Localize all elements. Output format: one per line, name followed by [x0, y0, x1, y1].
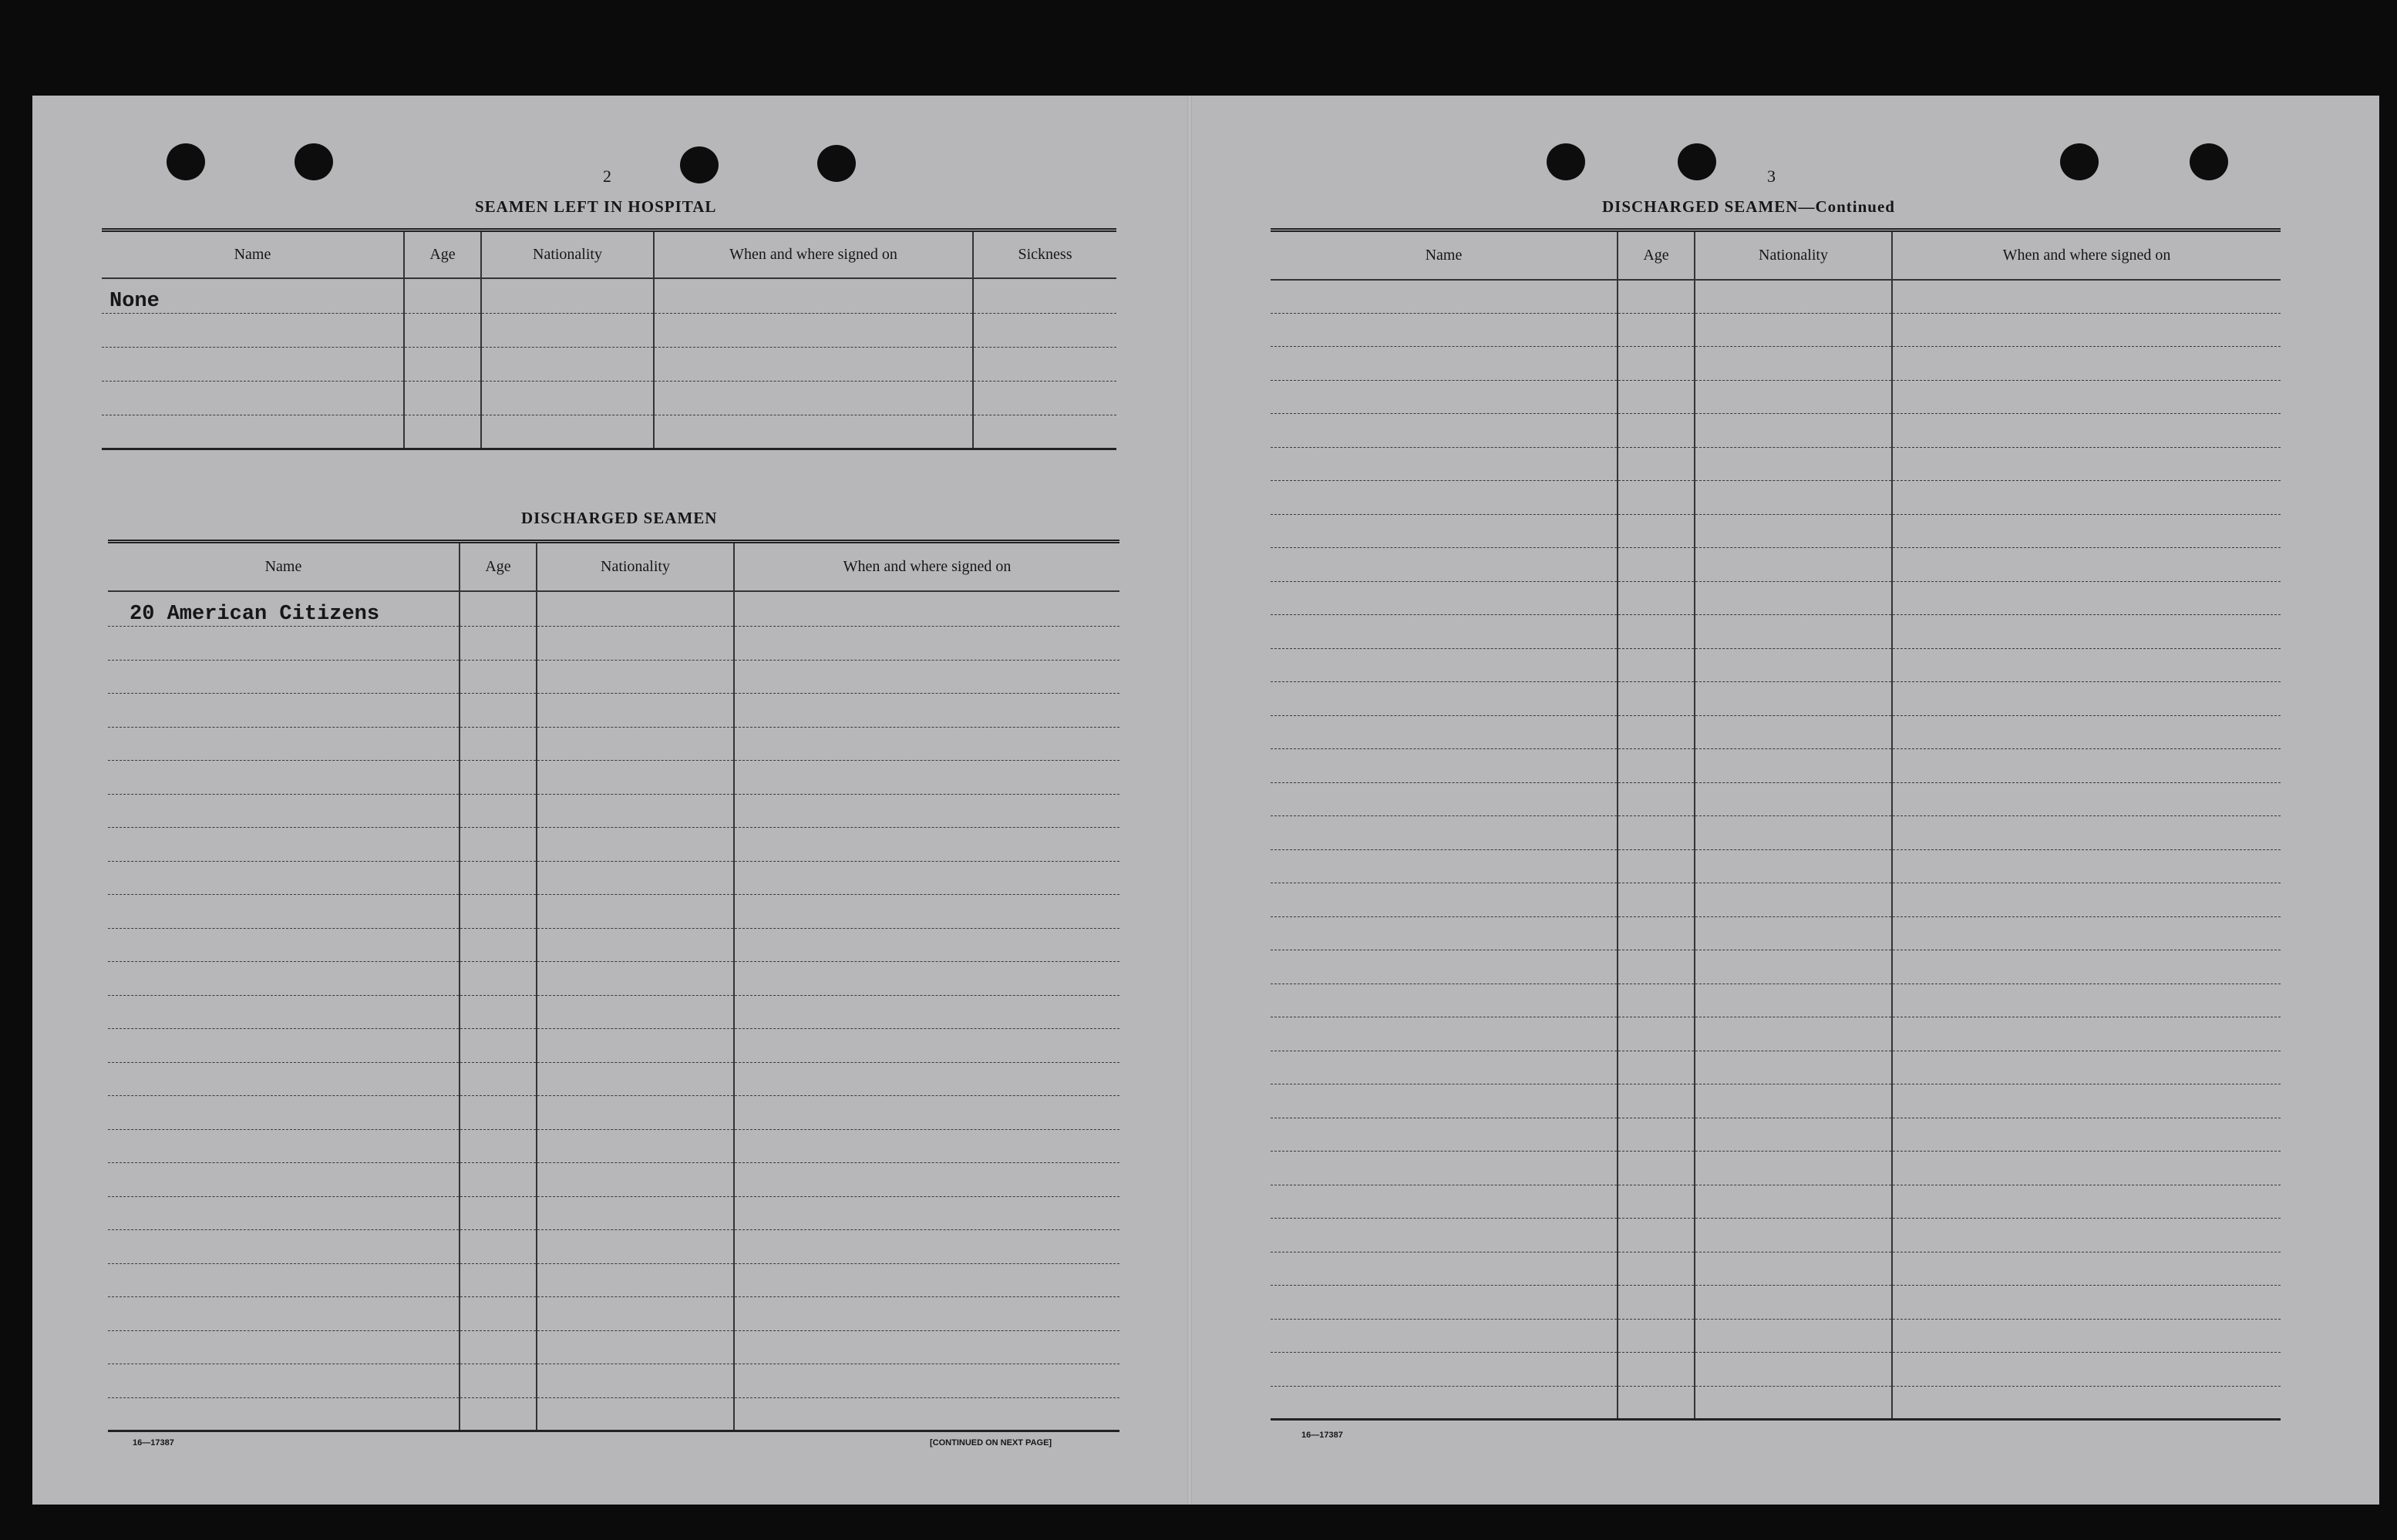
table-row [108, 1230, 1119, 1264]
hospital-table-header [102, 230, 1116, 278]
table-row [108, 828, 1119, 862]
punch-hole [2190, 143, 2228, 180]
column-header-nationality: Nationality [481, 230, 654, 278]
table-row [108, 1397, 1119, 1431]
table-row [108, 895, 1119, 929]
table-row [1271, 849, 2281, 883]
table-row [1271, 1286, 2281, 1320]
hospital-entry-text: None [102, 278, 404, 314]
table-row [1271, 414, 2281, 448]
column-header-name: Name [1271, 230, 1618, 280]
page-number-left: 2 [603, 166, 611, 186]
table-row [108, 1096, 1119, 1130]
column-header-signed-on: When and where signed on [1892, 230, 2281, 280]
punch-hole [167, 143, 205, 180]
column-header-signed-on: When and where signed on [654, 230, 973, 278]
table-row [108, 1029, 1119, 1063]
punch-hole [2060, 143, 2099, 180]
punch-hole [680, 146, 719, 183]
table-row [108, 591, 1119, 627]
table-row [1271, 1386, 2281, 1420]
form-number-left: 16—17387 [133, 1438, 174, 1448]
table-row [1271, 648, 2281, 682]
table-row [1271, 1252, 2281, 1286]
column-header-age: Age [1618, 230, 1695, 280]
table-row [102, 382, 1116, 415]
table-row [1271, 782, 2281, 816]
discharged-table-header [108, 542, 1119, 591]
table-row [1271, 816, 2281, 850]
discharged-entry-text: 20 American Citizens [108, 591, 460, 627]
table-row [1271, 280, 2281, 314]
discharged-table [108, 540, 1119, 1432]
table-row [108, 1263, 1119, 1297]
table-row [108, 727, 1119, 761]
table-row [108, 995, 1119, 1029]
table-row [108, 1062, 1119, 1096]
page-number-right: 3 [1767, 166, 1776, 186]
discharged-continued-header [1271, 230, 2281, 280]
form-number-right: 16—17387 [1301, 1431, 1343, 1440]
table-row [1271, 1051, 2281, 1084]
table-row [108, 1129, 1119, 1163]
page-fold [1187, 96, 1192, 1505]
table-row [1271, 1219, 2281, 1253]
table-row [1271, 1353, 2281, 1387]
column-header-age: Age [404, 230, 481, 278]
table-row [108, 694, 1119, 728]
table-row [1271, 749, 2281, 783]
hospital-section-title: SEAMEN LEFT IN HOSPITAL [475, 197, 717, 216]
column-header-signed-on: When and where signed on [734, 542, 1119, 591]
table-row [102, 314, 1116, 348]
column-header-name: Name [102, 230, 404, 278]
table-row [108, 794, 1119, 828]
table-row [1271, 548, 2281, 582]
discharged-section-title: DISCHARGED SEAMEN [521, 509, 718, 527]
table-row [1271, 1017, 2281, 1051]
column-header-nationality: Nationality [537, 542, 734, 591]
table-row [1271, 1084, 2281, 1118]
table-row [108, 861, 1119, 895]
table-row [108, 761, 1119, 795]
table-row [1271, 984, 2281, 1017]
hospital-table [102, 228, 1116, 450]
table-row [102, 415, 1116, 449]
table-row [1271, 481, 2281, 515]
table-row [1271, 1152, 2281, 1185]
table-row [108, 1297, 1119, 1331]
table-row [1271, 380, 2281, 414]
table-row [108, 1163, 1119, 1197]
table-row [1271, 715, 2281, 749]
punch-hole [817, 145, 856, 182]
discharged-continued-table [1271, 228, 2281, 1421]
table-row [1271, 347, 2281, 381]
column-header-nationality: Nationality [1695, 230, 1892, 280]
table-row [1271, 514, 2281, 548]
column-header-age: Age [460, 542, 537, 591]
table-row [1271, 883, 2281, 917]
table-row [102, 348, 1116, 382]
table-row [108, 1364, 1119, 1398]
table-row [1271, 615, 2281, 649]
table-row [108, 928, 1119, 962]
table-row [1271, 1185, 2281, 1219]
table-row [108, 1196, 1119, 1230]
table-row [1271, 1118, 2281, 1152]
table-row [108, 627, 1119, 661]
column-header-sickness: Sickness [973, 230, 1116, 278]
discharged-continued-title: DISCHARGED SEAMEN—Continued [1602, 197, 1895, 216]
table-row [1271, 1319, 2281, 1353]
table-row [1271, 313, 2281, 347]
continued-note: [CONTINUED ON NEXT PAGE] [930, 1438, 1052, 1448]
column-header-name: Name [108, 542, 460, 591]
table-row [1271, 447, 2281, 481]
table-row [108, 660, 1119, 694]
punch-hole [1547, 143, 1585, 180]
table-row [1271, 950, 2281, 984]
table-row [1271, 916, 2281, 950]
table-row [108, 962, 1119, 996]
table-row [108, 1330, 1119, 1364]
table-row [1271, 581, 2281, 615]
punch-hole [295, 143, 333, 180]
punch-hole [1678, 143, 1716, 180]
table-row [102, 278, 1116, 314]
table-row [1271, 682, 2281, 716]
